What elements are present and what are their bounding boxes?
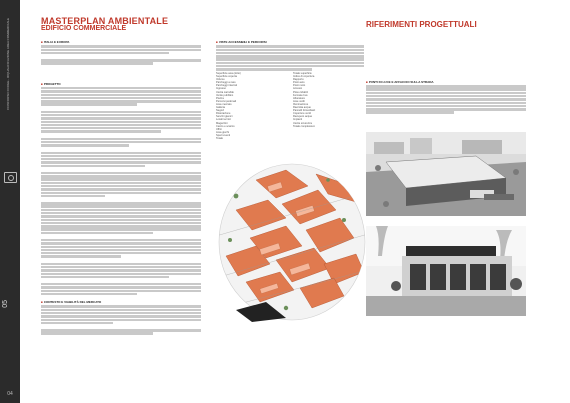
section-heading: ■ITALIA E EUROPA — [41, 40, 70, 44]
section-heading: ■CONTESTO E VIABILITÀ DEL MERCATO — [41, 300, 102, 305]
list-item: Spazi eventi — [216, 133, 231, 137]
list-item: Piazza — [216, 96, 224, 100]
list-item: Ingresso — [216, 87, 226, 91]
list-item: Servizi igienici — [216, 115, 233, 119]
list-item: Verde pubblico — [216, 93, 234, 97]
list-item: Carico e scarico — [216, 124, 235, 128]
list-item: Posti moto — [293, 84, 306, 88]
list-item: Totale complessivo — [293, 124, 315, 128]
references-title: RIFERIMENTI PROGETTUALI — [366, 20, 477, 29]
masterplan-svg — [216, 160, 368, 322]
list-item: Magazzini — [216, 121, 228, 125]
logo-icon — [4, 172, 17, 183]
list-item: Parcheggi a raso — [216, 81, 236, 85]
section-heading: ■PUNTI DI LUCE E AFFACCIO SULLA STRADA — [366, 80, 434, 84]
section-heading: ■VISTE ACCESSIBILI E PERCORSI — [216, 40, 267, 44]
list-item: Uscite sicurezza — [293, 121, 312, 125]
list-item: Rapporto — [293, 78, 304, 82]
page-number: 05 — [2, 300, 9, 308]
list-item: Fermate bus — [293, 93, 308, 97]
list-item: Galleria — [216, 106, 225, 110]
list-item: Area mercato — [216, 102, 232, 106]
reference-photo-aerial — [366, 132, 526, 216]
reference-photo-facade — [366, 226, 526, 316]
left-sidebar-band — [0, 0, 20, 403]
list-item: Percorsi pedonali — [216, 99, 237, 103]
list-item: Uffici — [216, 127, 222, 131]
references-text — [366, 80, 526, 115]
list-item: Parcheggi interrati — [216, 84, 238, 88]
list-item: Alberature — [293, 96, 305, 100]
list-item: Impianti — [293, 118, 303, 122]
list-item: Negozi — [216, 109, 225, 113]
list-item: Accessi — [293, 87, 302, 91]
text-column-middle — [216, 40, 364, 72]
list-item: Volume — [216, 78, 225, 82]
list-item: Recupero acque — [293, 115, 313, 119]
masterplan-drawing — [216, 160, 368, 322]
vertical-caption: CONCORSO DI IDEE - RIQUALIFICAZIONE AREA COMMERCIALE — [6, 18, 10, 110]
text-column-left — [41, 40, 201, 336]
data-list-right — [293, 72, 363, 128]
list-item: Coperture verdi — [293, 112, 311, 116]
list-item: Totale superficie — [293, 72, 312, 75]
list-item: Superficie coperta — [216, 75, 237, 79]
list-item: Pannelli fotovoltaici — [293, 109, 316, 113]
list-item: Uscita carrabile — [216, 90, 234, 94]
list-item: Raccolta acque — [293, 106, 311, 110]
list-item: Totale — [216, 136, 223, 140]
data-list-left — [216, 72, 286, 140]
list-item: Ristorazione — [216, 112, 231, 116]
page-subtitle: EDIFICIO COMMERCIALE — [41, 25, 127, 32]
list-item: Locali tecnici — [216, 118, 231, 122]
list-item: Indice di copertura — [293, 75, 315, 79]
list-item: Superficie area (lotto) — [216, 72, 241, 75]
section-heading: ■PROGETTO — [41, 81, 61, 86]
list-item: Posti auto — [293, 81, 305, 85]
list-item: Piste ciclabili — [293, 90, 308, 94]
list-item: Aree verdi — [293, 99, 305, 103]
list-item: Illuminazione — [293, 102, 309, 106]
page-title: MASTERPLAN AMBIENTALE — [41, 16, 169, 26]
footer-number: 04 — [7, 391, 13, 397]
list-item: Area giochi — [216, 130, 229, 134]
